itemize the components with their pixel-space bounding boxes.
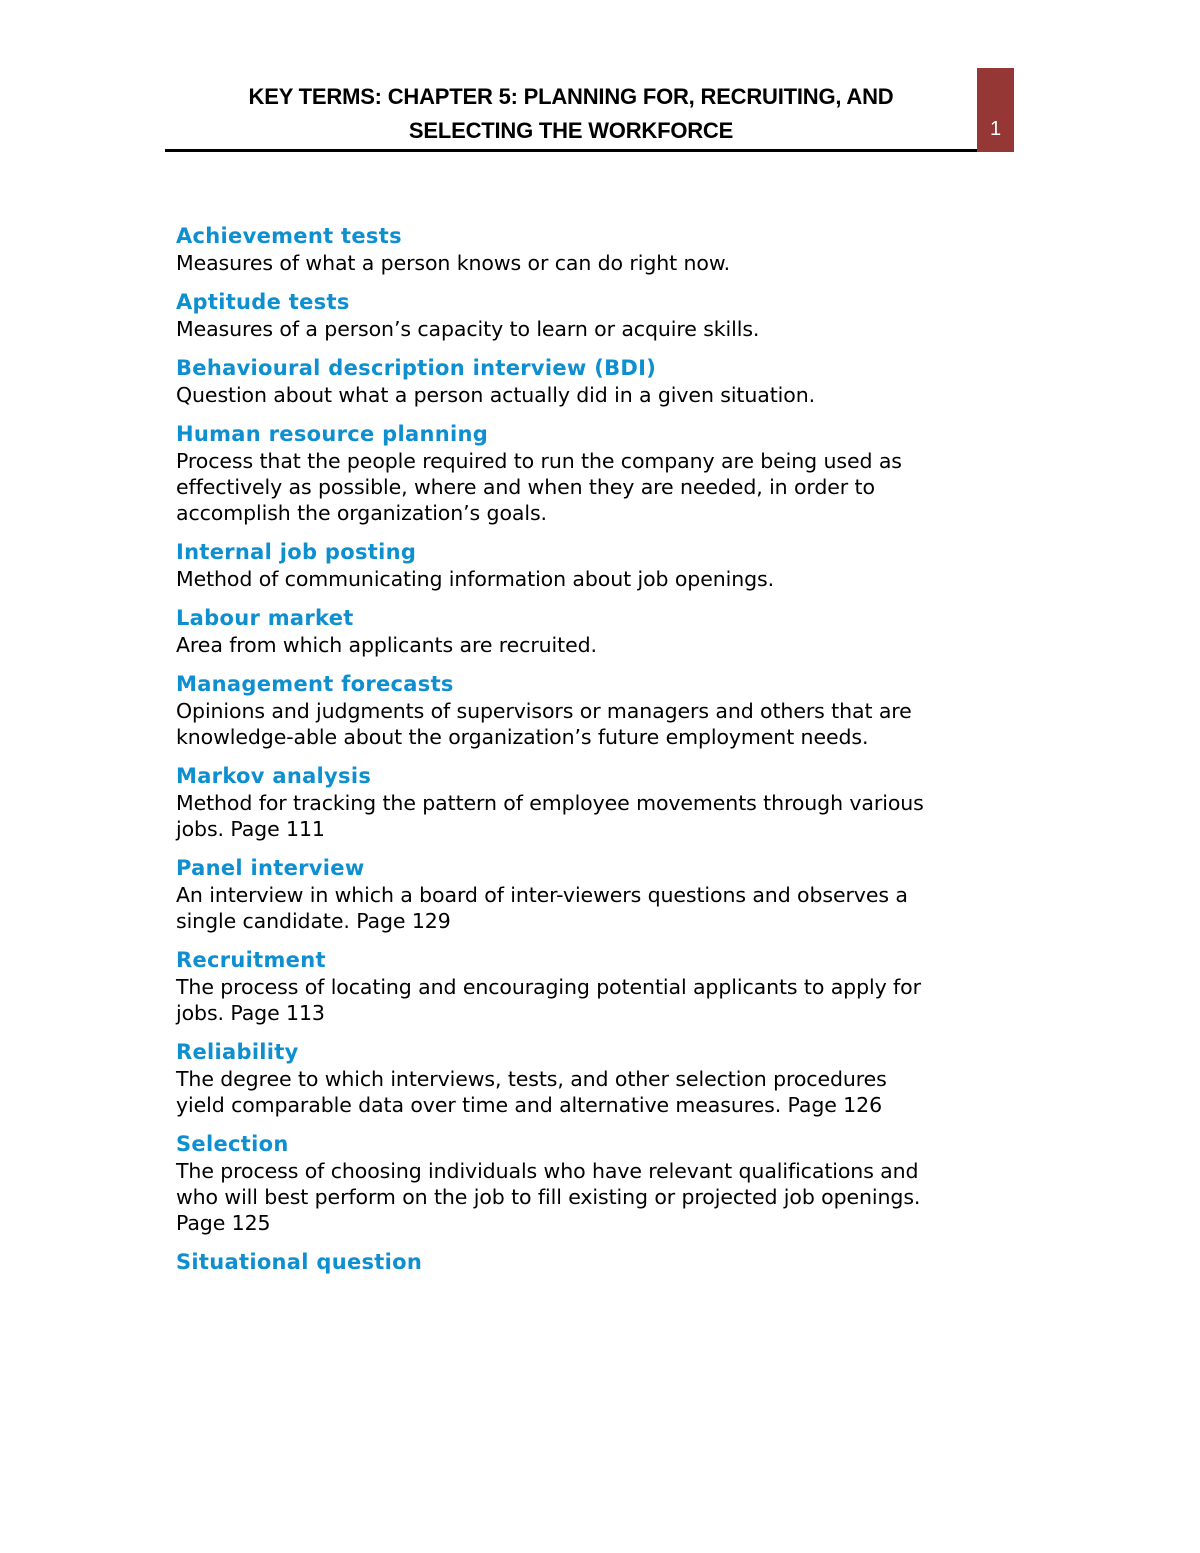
definition-line: An interview in which a board of inter-viewers questions and observes a (176, 883, 908, 907)
glossary-term: Reliability (176, 1040, 299, 1064)
page-title-line-1: KEY TERMS: CHAPTER 5: PLANNING FOR, RECRUITING, AND (248, 84, 894, 109)
definition-line: The process of locating and encouraging potential applicants to apply for (176, 975, 921, 999)
glossary-definition (176, 566, 1036, 592)
glossary-entry (176, 1130, 1036, 1236)
definition-line: Method for tracking the pattern of employee movements through various (176, 791, 924, 815)
definition-line: yield comparable data over time and alternative measures. Page 126 (176, 1093, 883, 1117)
glossary-term: Selection (176, 1132, 289, 1156)
glossary-entry (176, 354, 1036, 408)
definition-line: Opinions and judgments of supervisors or managers and others that are (176, 699, 912, 723)
page-title-line-2: SELECTING THE WORKFORCE (408, 118, 734, 143)
definition-line: Page 125 (176, 1211, 271, 1235)
glossary-term: Management forecasts (176, 672, 454, 696)
glossary-entry (176, 670, 1036, 750)
page-header (165, 68, 1015, 154)
glossary-term: Aptitude tests (176, 290, 350, 314)
glossary-definition (176, 382, 1036, 408)
definition-line: Area from which applicants are recruited. (176, 633, 597, 657)
glossary-entry (176, 538, 1036, 592)
definition-line: The process of choosing individuals who have relevant qualifications and (176, 1159, 919, 1183)
glossary-term: Situational question (176, 1250, 423, 1274)
glossary-definition (176, 974, 1036, 1026)
glossary-entry (176, 854, 1036, 934)
glossary-term: Labour market (176, 606, 354, 630)
glossary-definition (176, 448, 1036, 526)
glossary-definition (176, 882, 1036, 934)
glossary-entry (176, 1248, 1036, 1276)
header-divider (165, 149, 977, 152)
definition-line: accomplish the organization’s goals. (176, 501, 547, 525)
glossary-definition (176, 698, 1036, 750)
glossary-entry (176, 604, 1036, 658)
glossary-term: Behavioural description interview (BDI) (176, 356, 657, 380)
glossary-term: Human resource planning (176, 422, 489, 446)
definition-line: Method of communicating information about job openings. (176, 567, 775, 591)
glossary-definition (176, 632, 1036, 658)
glossary-entry (176, 946, 1036, 1026)
glossary-term: Recruitment (176, 948, 326, 972)
definition-line: knowledge-able about the organization’s future employment needs. (176, 725, 869, 749)
definition-line: Measures of a person’s capacity to learn or acquire skills. (176, 317, 760, 341)
definition-line: Question about what a person actually did in a given situation. (176, 383, 816, 407)
glossary-definition (176, 790, 1036, 842)
page-title (165, 80, 977, 148)
glossary-entry (176, 420, 1036, 526)
definition-line: single candidate. Page 129 (176, 909, 451, 933)
page-number: 1 (989, 118, 1002, 140)
glossary-term: Panel interview (176, 856, 365, 880)
glossary-definition (176, 250, 1036, 276)
definition-line: The degree to which interviews, tests, and other selection procedures (176, 1067, 887, 1091)
definition-line: jobs. Page 113 (176, 1001, 325, 1025)
definition-line: Measures of what a person knows or can do right now. (176, 251, 731, 275)
glossary-entry (176, 288, 1036, 342)
glossary-definition (176, 1066, 1036, 1118)
glossary-term: Internal job posting (176, 540, 417, 564)
glossary-term: Markov analysis (176, 764, 372, 788)
glossary-definition (176, 316, 1036, 342)
definition-line: effectively as possible, where and when they are needed, in order to (176, 475, 875, 499)
definition-line: Process that the people required to run the company are being used as (176, 449, 902, 473)
glossary-entry (176, 1038, 1036, 1118)
glossary-term: Achievement tests (176, 224, 402, 248)
glossary-entry (176, 222, 1036, 276)
glossary-list (176, 222, 1036, 1288)
definition-line: who will best perform on the job to fill existing or projected job openings. (176, 1185, 921, 1209)
glossary-definition (176, 1158, 1036, 1236)
page-number-tab (977, 68, 1014, 152)
glossary-entry (176, 762, 1036, 842)
definition-line: jobs. Page 111 (176, 817, 325, 841)
